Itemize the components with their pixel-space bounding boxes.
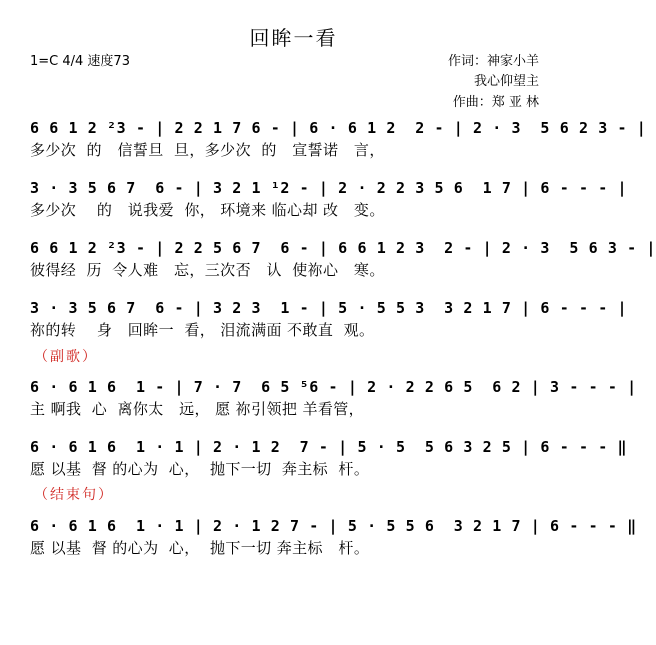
- score-line-5: [30, 376, 637, 420]
- lyrics-row: 祢的转 身 回眸一 看， 泪流满面 不敢直 观。: [30, 321, 375, 339]
- notation-row: 6 6 1 2 ²3 - | 2 2 5 6 7 6 - | 6 6 1 2 3 2 - | 2 · 3 5 6 3 - |: [30, 239, 656, 257]
- song-title: 回眸一看: [249, 26, 338, 50]
- score-line-4: [30, 297, 628, 341]
- score-line-1: [30, 117, 647, 161]
- score-line-3: [30, 237, 656, 281]
- notation-row: 6 · 6 1 6 1 · 1 | 2 · 1 2 7 - | 5 · 5 5 6 3 2 5 | 6 - - - ‖: [30, 438, 628, 456]
- ending-label: （结束句）: [34, 487, 114, 503]
- notation-row: 6 · 6 1 6 1 - | 7 · 7 6 5 ⁵6 - | 2 · 2 2 6 5 6 2 | 3 - - - |: [30, 378, 637, 396]
- lyricist-credit: 作词：神家小羊: [447, 54, 539, 69]
- lyrics-row: 愿 以基 督 的心为 心， 抛下一切 奔主标 杆。: [30, 460, 370, 478]
- score-line-6: [30, 436, 628, 480]
- lyrics-row: 彼得经 历 令人难 忘，三次否 认 使祢心 寒。: [30, 261, 385, 279]
- lyricist-credit-2: 我心仰望主: [473, 74, 539, 89]
- score-line-7: [30, 515, 637, 559]
- notation-row: 3 · 3 5 6 7 6 - | 3 2 1 ¹2 - | 2 · 2 2 3 5 6 1 7 | 6 - - - |: [30, 179, 628, 197]
- lyrics-row: 多少次 的 信誓旦 旦，多少次 的 宣誓诺 言，: [30, 141, 385, 159]
- notation-row: 6 6 1 2 ²3 - | 2 2 1 7 6 - | 6 · 6 1 2 2 - | 2 · 3 5 6 2 3 - |: [30, 119, 647, 137]
- composer-credit: 作曲：郑 亚 林: [452, 95, 539, 110]
- notation-row: 3 · 3 5 6 7 6 - | 3 2 3 1 - | 5 · 5 5 3 3 2 1 7 | 6 - - - |: [30, 299, 628, 317]
- lyrics-row: 愿 以基 督 的心为 心， 抛下一切 奔主标 杆。: [30, 539, 370, 557]
- key-signature: 1=C 4/4 速度73: [30, 54, 130, 69]
- chorus-label: （副歌）: [34, 349, 98, 365]
- notation-row: 6 · 6 1 6 1 · 1 | 2 · 1 2 7 - | 5 · 5 5 6 3 2 1 7 | 6 - - - ‖: [30, 517, 637, 535]
- lyrics-row: 多少次 的 说我爱 你， 环境来 临心却 改 变。: [30, 201, 385, 219]
- lyrics-row: 主 啊我 心 离你太 远， 愿 祢引领把 羊看管，: [30, 400, 365, 418]
- score-line-2: [30, 177, 628, 221]
